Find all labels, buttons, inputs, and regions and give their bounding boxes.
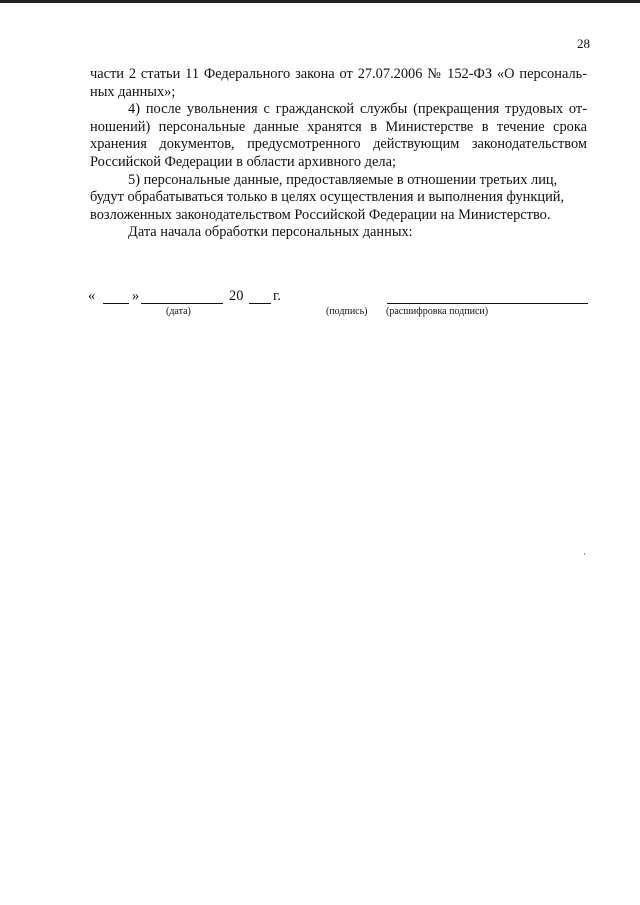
paragraph-processing-start-date: Дата начала обработки персональных данных: <box>128 224 413 241</box>
page-top-border <box>0 0 640 3</box>
year-suffix: г. <box>273 288 281 304</box>
decryption-caption: (расшифровка подписи) <box>386 306 489 317</box>
day-blank-line <box>103 303 129 304</box>
scan-speck <box>584 553 585 555</box>
paragraph-item-5: 5) персональные данные, предоставляемые в отношении третьих лиц, будут обрабатываться только в целях осуществления и выполнения функций, возложенных законодательством Российской Федерации на Министерство. <box>90 171 565 223</box>
paragraph-continuation: части 2 статьи 11 Федерального закона от 27.07.2006 № 152-ФЗ «О персональ-ных данных»; <box>90 66 587 100</box>
paragraph-item-4: 4) после увольнения с гражданской службы (прекращения трудовых от-ношений) персональные данные хранятся в Министерстве в течение срока хранения документов, предусмотренного действующим законодательством Российской Федерации в области архивного дела; <box>90 101 587 170</box>
close-quote: » <box>132 288 140 304</box>
signature-block <box>0 287 640 327</box>
month-blank-line <box>141 303 223 304</box>
open-quote: « <box>88 288 96 304</box>
year-prefix: 20 <box>229 288 244 304</box>
year-blank-line <box>249 303 271 304</box>
page-number: 28 <box>577 36 590 51</box>
document-body <box>90 66 587 242</box>
date-caption: (дата) <box>166 306 191 317</box>
signature-caption: (подпись) <box>326 306 368 317</box>
decryption-blank-line <box>387 303 588 304</box>
